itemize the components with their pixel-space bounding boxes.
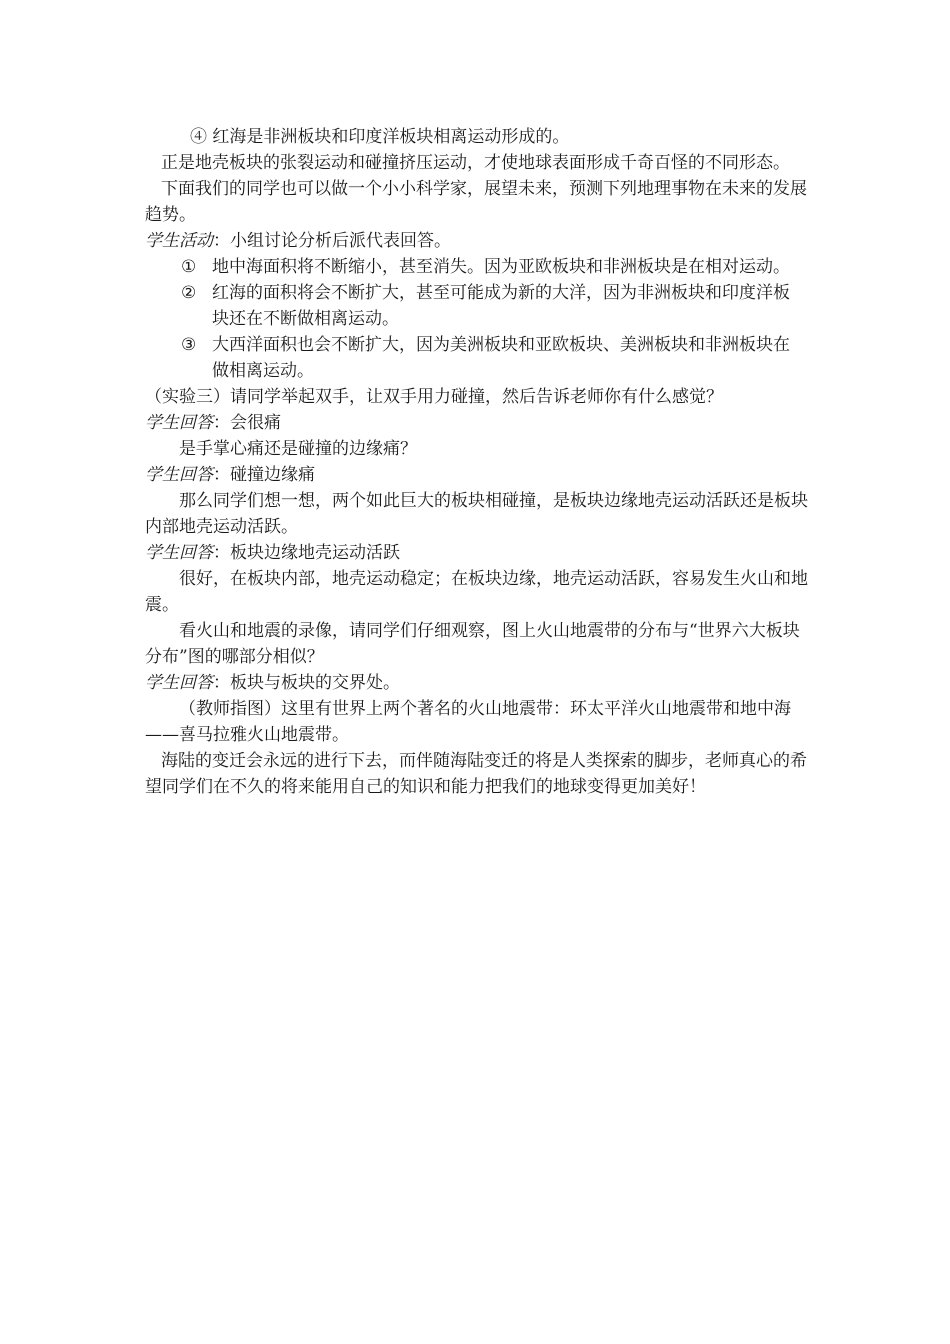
paragraph-predict: 下面我们的同学也可以做一个小小科学家，展望未来，预测下列地理事物在未来的发展趋势。 [145, 179, 807, 225]
role-label: 学生回答 [145, 465, 213, 485]
paragraph-plate-movement: 正是地壳板块的张裂运动和碰撞挤压运动，才使地球表面形成千奇百怪的不同形态。 [161, 153, 790, 173]
answer-text: ：板块与板块的交界处。 [213, 673, 400, 693]
teacher-question: 看火山和地震的录像，请同学们仔细观察，图上火山地震带的分布与“世界六大板块分布”图的哪部分相似？ [145, 621, 800, 667]
student-answer [145, 410, 810, 436]
student-answer [145, 670, 810, 696]
list-item [145, 254, 810, 280]
activity-text: ：小组讨论分析后派代表回答。 [213, 231, 451, 251]
closing-paragraph: 海陆的变迁会永远的进行下去，而伴随海陆变迁的将是人类探索的脚步，老师真心的希望同学们在不久的将来能用自己的知识和能力把我们的地球变得更加美好！ [145, 751, 807, 797]
answer-text: ：碰撞边缘痛 [213, 465, 315, 485]
role-label: 学生回答 [145, 673, 213, 693]
list-item-text: 红海的面积将会不断扩大，甚至可能成为新的大洋，因为非洲板块和印度洋板块还在不断做相离运动。 [212, 283, 790, 329]
teacher-question: 那么同学们想一想，两个如此巨大的板块相碰撞，是板块边缘地壳运动活跃还是板块内部地壳运动活跃。 [145, 491, 808, 537]
list-item-text: 大西洋面积也会不断扩大，因为美洲板块和亚欧板块、美洲板块和非洲板块在做相离运动。 [212, 335, 790, 381]
role-label: 学生活动 [145, 231, 213, 251]
experiment-three: （实验三）请同学举起双手，让双手用力碰撞，然后告诉老师你有什么感觉？ [145, 387, 723, 407]
answer-text: ：板块边缘地壳运动活跃 [213, 543, 400, 563]
student-answer [145, 462, 810, 488]
list-item [145, 332, 810, 384]
list-marker: ③ [181, 335, 197, 355]
teacher-pointing: （教师指图）这里有世界上两个著名的火山地震带：环太平洋火山地震带和地中海——喜马拉雅火山地震带。 [145, 699, 791, 745]
list-marker: ② [181, 283, 197, 303]
document-body [145, 124, 810, 800]
role-label: 学生回答 [145, 413, 213, 433]
list-marker: ① [181, 257, 197, 277]
answer-text: ：会很痛 [213, 413, 281, 433]
list-item-text: 地中海面积将不断缩小，甚至消失。因为亚欧板块和非洲板块是在相对运动。 [212, 257, 790, 277]
student-activity [145, 228, 810, 254]
student-answer [145, 540, 810, 566]
role-label: 学生回答 [145, 543, 213, 563]
paragraph-red-sea: ④ 红海是非洲板块和印度洋板块相离运动形成的。 [190, 127, 570, 147]
teacher-question: 是手掌心痛还是碰撞的边缘痛？ [179, 439, 417, 459]
teacher-remark: 很好，在板块内部，地壳运动稳定；在板块边缘，地壳运动活跃，容易发生火山和地震。 [145, 569, 808, 615]
list-item [145, 280, 810, 332]
